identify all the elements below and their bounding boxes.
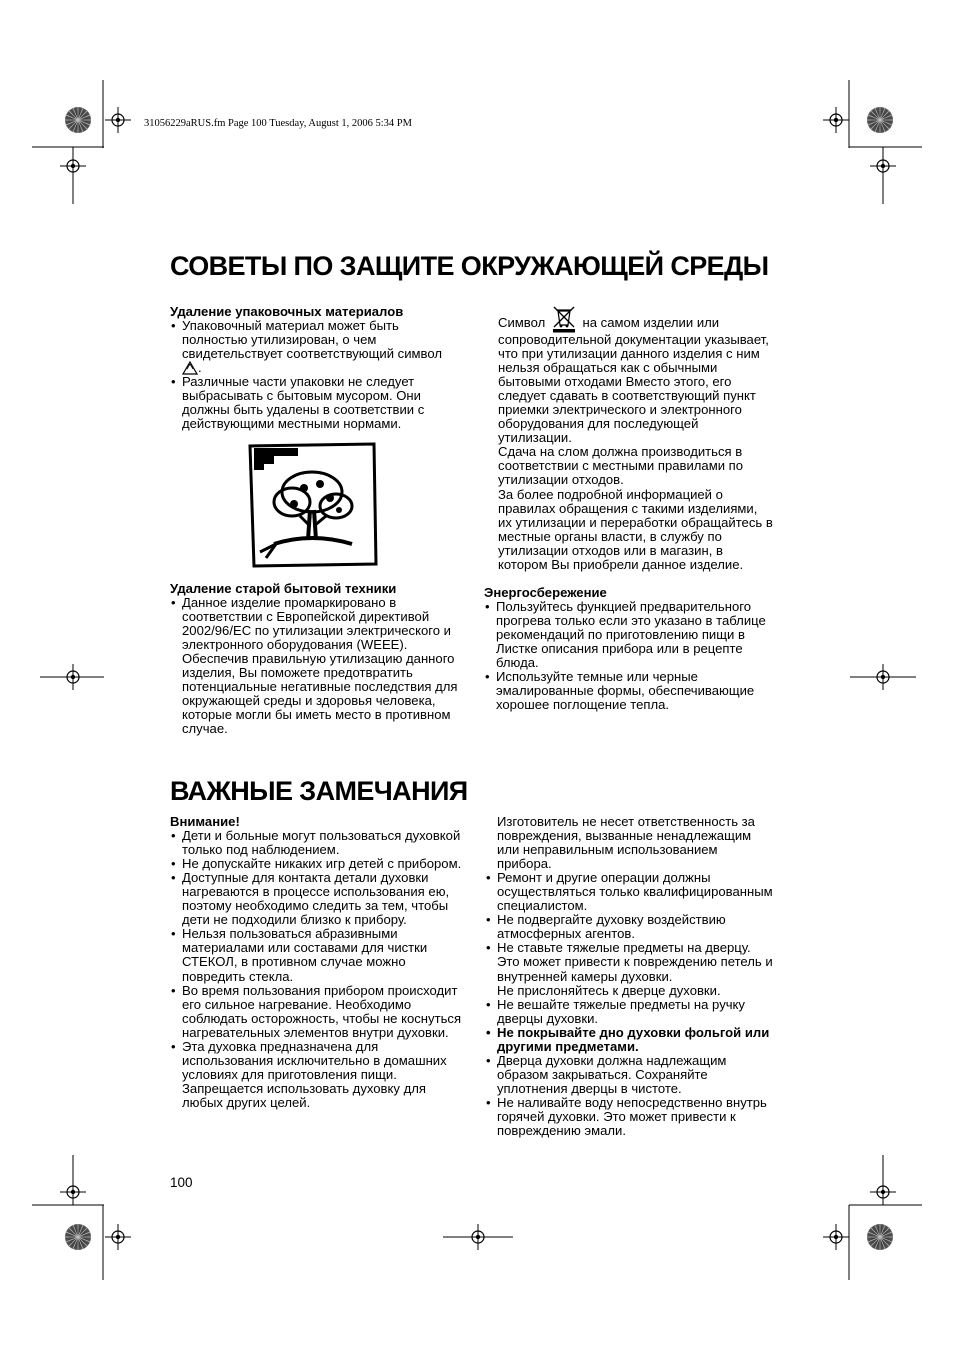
warning-bullet-3: • Доступные для контакта детали духовки нагреваются в процессе использования ею, поэтому необходимо следить за тем, чтобы дети не подходили близко к прибору. bbox=[170, 871, 465, 927]
note-bullet-7: • Не наливайте воду непосредственно внутрь горячей духовки. Это может привести к повреждению эмали. bbox=[485, 1096, 775, 1138]
note-bullet-4: • Не вешайте тяжелые предметы на ручку дверцы духовки. bbox=[485, 998, 775, 1026]
weee-block bbox=[498, 305, 773, 572]
warning-bullet-2: • Не допускайте никаких игр детей с прибором. bbox=[170, 857, 465, 871]
packaging-bullet-1: • Упаковочный материал может быть полностью утилизирован, о чем свидетельствует соответствующий символ . bbox=[170, 319, 460, 375]
note-bullet-5: • Не покрывайте дно духовки фольгой или другими предметами. bbox=[485, 1026, 775, 1054]
warning-bullet-4: • Нельзя пользоваться абразивными материалами или составами для чистки СТЕКОЛ, в противном случае можно повредить стекла. bbox=[170, 927, 465, 983]
warning-bullet-1: • Дети и больные могут пользоваться духовкой только под наблюдением. bbox=[170, 829, 465, 857]
weee-para-1: Символ на самом изделии или сопроводительной документации указывает, что при утилизации данного изделия с ним нельзя обращаться как с обычными бытовыми отходами Вместо этого, его следует сдавать в соответствующий пункт приемки электрического и электронного оборудования для последующей утилизации. bbox=[498, 305, 773, 445]
packaging-block bbox=[170, 305, 460, 431]
energy-block bbox=[484, 586, 773, 712]
important-notes-title: ВАЖНЫЕ ЗАМЕЧАНИЯ bbox=[170, 776, 468, 806]
notes-right-block bbox=[485, 815, 775, 1138]
tree-logo-illustration bbox=[244, 440, 379, 570]
energy-bullet-2: • Используйте темные или черные эмалированные формы, обеспечивающие хорошее поглощение тепла. bbox=[484, 670, 773, 712]
file-header: 31056229aRUS.fm Page 100 Tuesday, August 1, 2006 5:34 PM bbox=[144, 118, 412, 129]
weee-para-3: За более подробной информацией о правилах обращения с такими изделиями, их утилизации и переработки обращайтесь в местные органы власти, в службу по утилизации отходов или в магазин, в котором Вы приобрели данное изделие. bbox=[498, 486, 773, 572]
weee-para-2: Сдача на слом должна производиться в соответствии с местными правилами по утилизации отходов. bbox=[498, 444, 744, 488]
page-number: 100 bbox=[170, 1175, 193, 1190]
warning-block bbox=[170, 815, 465, 1110]
note-bullet-3-cont: Не прислоняйтесь к дверце духовки. bbox=[497, 982, 721, 998]
old-appliance-heading: Удаление старой бытовой техники bbox=[170, 581, 397, 596]
note-bullet-3: • Не ставьте тяжелые предметы на дверцу. Это может привести к повреждению петель и внутренней камеры духовки. Не прислоняйтесь к дверце духовки. bbox=[485, 941, 775, 997]
manufacturer-disclaimer: Изготовитель не несет ответственность за повреждения, вызванные ненадлежащим или неправильным использованием прибора. bbox=[497, 814, 755, 872]
energy-heading: Энергосбережение bbox=[484, 585, 607, 600]
note-bullet-1: • Ремонт и другие операции должны осуществляться только квалифицированным специалистом. bbox=[485, 871, 775, 913]
environment-section-title: СОВЕТЫ ПО ЗАЩИТЕ ОКРУЖАЮЩЕЙ СРЕДЫ bbox=[170, 251, 769, 281]
old-appliance-bullet-1: • Данное изделие промаркировано в соответствии с Европейской директивой 2002/96/EC по утилизации электрического и электронного оборудования (WEEE). Обеспечив правильную утилизацию данного изделия, Вы поможете предотвратить потенциальные негативные последствия для окружающей среды и здоровья человека, которые могли бы иметь место в противном случае. bbox=[170, 596, 465, 736]
packaging-heading: Удаление упаковочных материалов bbox=[170, 304, 404, 319]
energy-bullet-1: • Пользуйтесь функцией предварительного прогрева только если это указано в таблице рекомендаций по приготовлению пищи в Листке описания прибора или в рецепте блюда. bbox=[484, 600, 773, 670]
warning-bullet-5: • Во время пользования прибором происходит его сильное нагревание. Необходимо соблюдать осторожность, чтобы не коснуться нагревательных элементов внутри духовки. bbox=[170, 984, 465, 1040]
recycle-icon bbox=[182, 361, 198, 375]
note-bullet-2: • Не подвергайте духовку воздействию атмосферных агентов. bbox=[485, 913, 775, 941]
crossed-bin-icon bbox=[549, 305, 579, 333]
warning-bullet-6: • Эта духовка предназначена для использования исключительно в домашних условиях для приготовления пищи. Запрещается использовать духовку для любых других целей. bbox=[170, 1040, 465, 1110]
warning-heading: Внимание! bbox=[170, 814, 240, 829]
packaging-bullet-2: • Различные части упаковки не следует выбрасывать с бытовым мусором. Они должны быть удалены в соответствии с действующими местными нормами. bbox=[170, 375, 460, 431]
old-appliance-bullet-1-cont: Обеспечив правильную утилизацию данного изделия, Вы поможете предотвратить потенциальные негативные последствия для окружающей среды и здоровья человека, которые могли бы иметь место в противном случае. bbox=[182, 651, 458, 737]
note-bullet-6: • Дверца духовки должна надлежащим образом закрываться. Сохраняйте уплотнения дверцы в чистоте. bbox=[485, 1054, 775, 1096]
old-appliance-block bbox=[170, 582, 465, 737]
